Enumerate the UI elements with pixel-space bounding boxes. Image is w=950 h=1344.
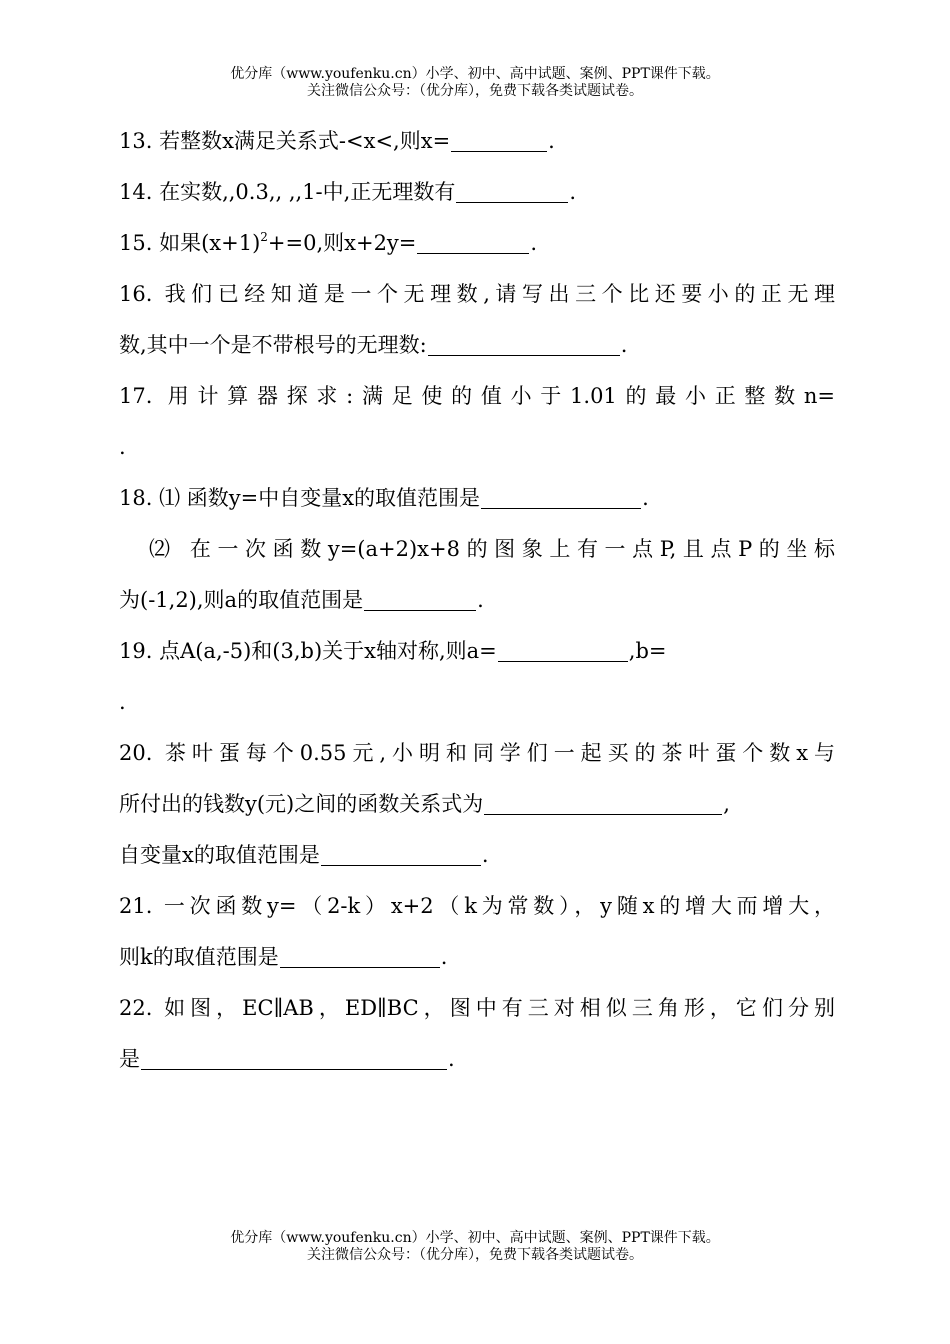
question-20-line-3: 自变量x的取值范围是 . xyxy=(119,843,489,867)
question-20-line-1: 20. 茶叶蛋每个0.55元,小明和同学们一起买的茶叶蛋个数x与 xyxy=(119,741,835,765)
page-footer xyxy=(0,1230,950,1264)
page-header xyxy=(0,66,950,100)
question-17-line-2: . xyxy=(119,435,126,459)
question-18-part-2-line-1: ⑵ 在一次函数y=(a+2)x+8的图象上有一点P,且点P的坐标 xyxy=(149,537,835,561)
answer-blank-19-a xyxy=(498,640,628,662)
question-22-line-2: 是 . xyxy=(119,1047,455,1071)
question-18-part-2-line-2: 为(-1,2),则a的取值范围是 . xyxy=(119,588,484,612)
question-20-line-2: 所付出的钱数y(元)之间的函数关系式为 , xyxy=(119,792,730,816)
question-22-line-1: 22. 如图，EC∥AB，ED∥BC，图中有三对相似三角形，它们分别 xyxy=(119,996,835,1020)
question-19-line-2: . xyxy=(119,690,126,714)
question-21-line-1: 21. 一次函数y=（2-k）x+2（k为常数），y随x的增大而增大， xyxy=(119,894,835,918)
question-21-line-2: 则k的取值范围是 . xyxy=(119,945,448,969)
answer-blank-16 xyxy=(428,334,620,356)
answer-blank-15 xyxy=(417,232,529,254)
question-13: 13. 若整数x满足关系式-<x<,则x= . xyxy=(119,129,555,153)
answer-blank-20-2 xyxy=(321,844,481,866)
header-line-1: 优分库（www.youfenku.cn）小学、初中、高中试题、案例、PPT课件下载。 xyxy=(230,66,720,82)
question-19-line-1: 19. 点A(a,-5)和(3,b)关于x轴对称,则a= ,b= xyxy=(119,639,667,663)
question-18-part-1: 18. ⑴ 函数y=中自变量x的取值范围是 . xyxy=(119,486,649,510)
question-15: 15. 如果$(x+1)^2+=0$,则x+2y= . xyxy=(119,230,538,255)
answer-blank-18-1 xyxy=(481,487,641,509)
answer-blank-14 xyxy=(456,181,568,203)
answer-blank-13 xyxy=(451,130,547,152)
exponent: 2 xyxy=(260,230,268,244)
footer-line-2: 关注微信公众号：（优分库），免费下载各类试题试卷。 xyxy=(307,1247,643,1263)
question-17-line-1: 17. 用计算器探求:满足使的值小于1.01的最小正整数n= xyxy=(119,384,835,408)
question-16-line-1: 16. 我们已经知道是一个无理数,请写出三个比还要小的正无理 xyxy=(119,282,835,306)
question-list xyxy=(119,116,835,1085)
answer-blank-18-2 xyxy=(364,589,476,611)
answer-blank-22 xyxy=(141,1048,447,1070)
question-16-line-2: 数,其中一个是不带根号的无理数: . xyxy=(119,333,628,357)
question-14: 14. 在实数,,0.3,, ,,1-中,正无理数有 . xyxy=(119,180,577,204)
header-line-2: 关注微信公众号：（优分库），免费下载各类试题试卷。 xyxy=(307,83,643,99)
footer-line-1: 优分库（www.youfenku.cn）小学、初中、高中试题、案例、PPT课件下载。 xyxy=(230,1230,720,1246)
answer-blank-21 xyxy=(280,946,440,968)
answer-blank-20-1 xyxy=(484,793,722,815)
